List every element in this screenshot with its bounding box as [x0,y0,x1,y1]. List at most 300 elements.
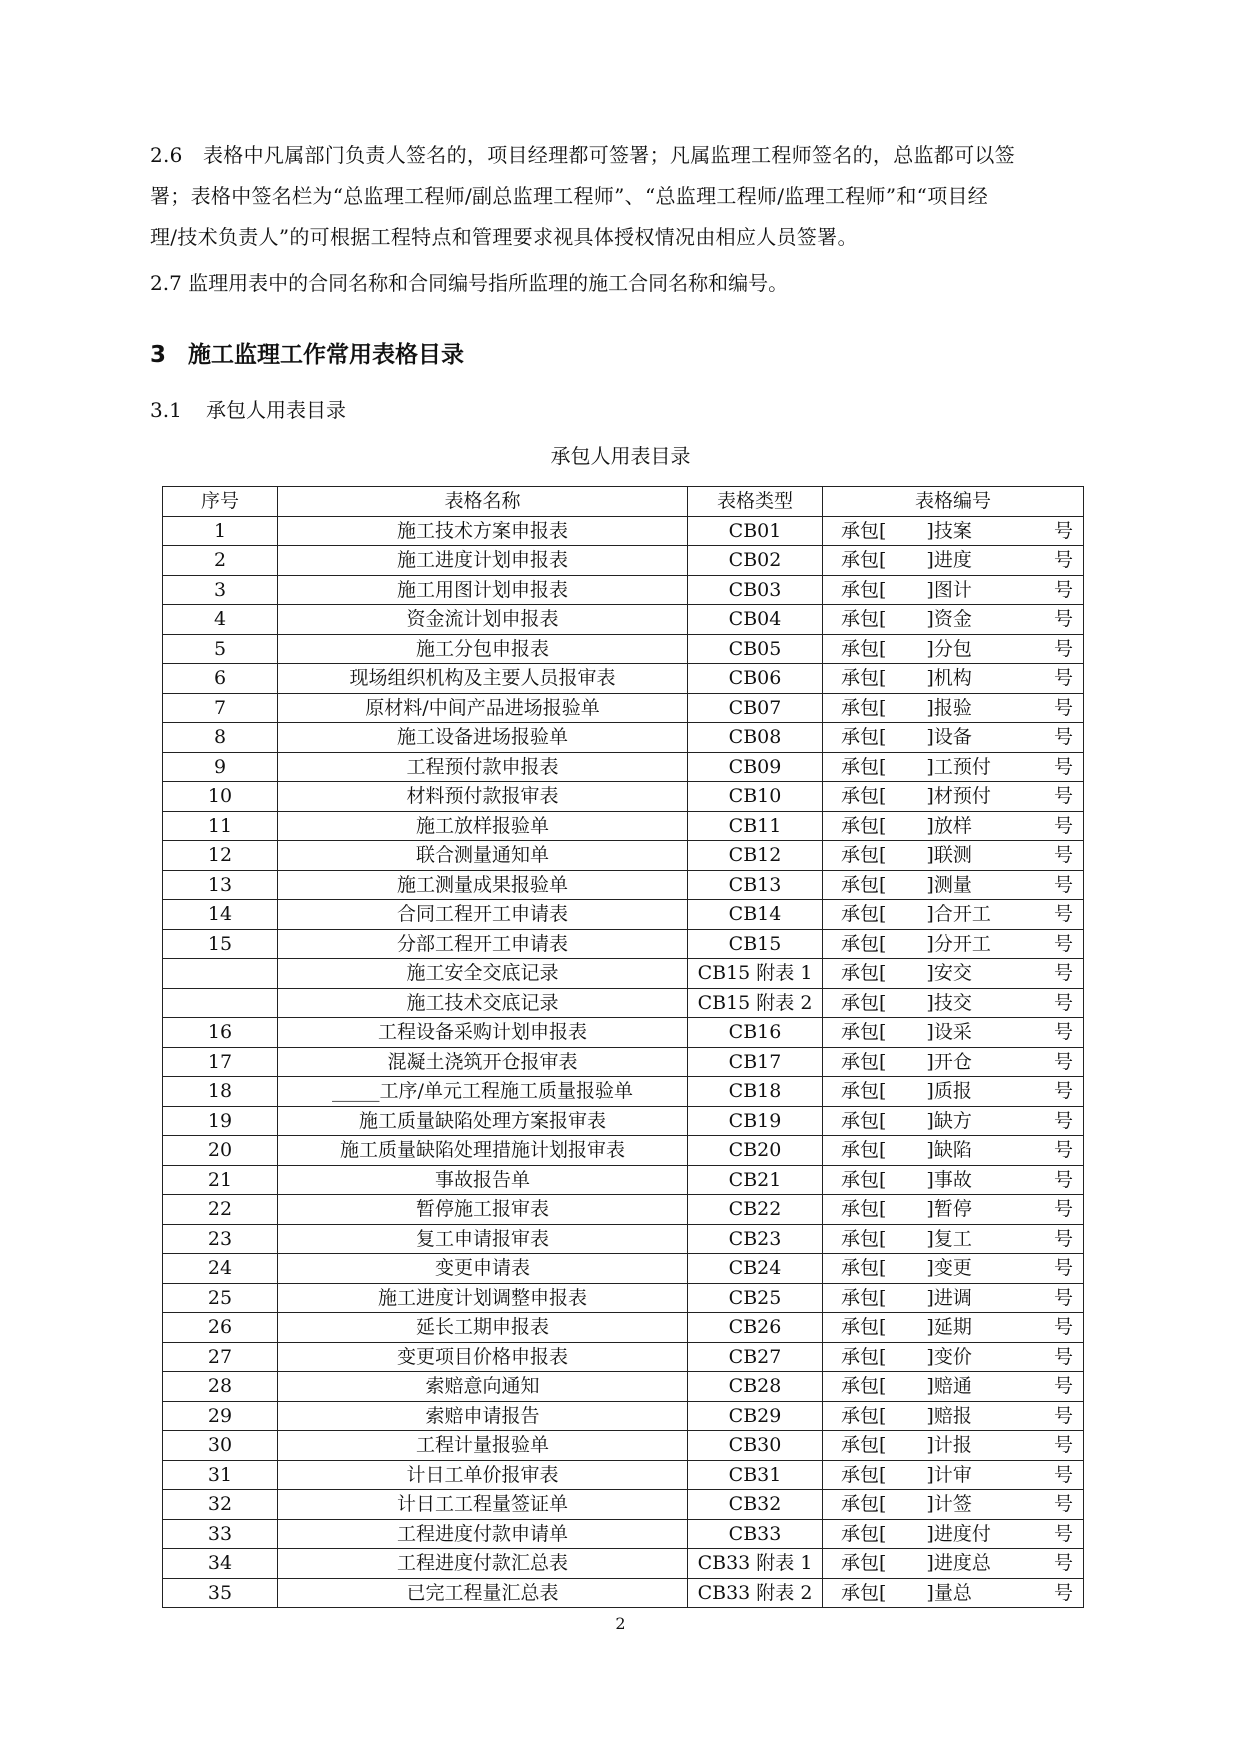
row-number: 4 [163,605,278,635]
code-prefix: 承包[ [841,1198,887,1221]
code-suffix: 号 [1053,1434,1073,1457]
form-code [823,634,1084,664]
row-number: 30 [163,1431,278,1461]
code-abbr: ]分包 [926,637,972,660]
code-suffix: 号 [1053,1375,1073,1398]
form-name: 资金流计划申报表 [278,605,688,635]
table-row [163,634,1084,664]
form-type: CB21 [688,1165,823,1195]
form-code [823,546,1084,576]
form-code [823,1549,1084,1579]
code-suffix: 号 [1053,1198,1073,1221]
paragraph-2-6 [150,135,1092,258]
code-prefix: 承包[ [841,1168,887,1191]
row-number: 8 [163,723,278,753]
form-type: CB15 [688,929,823,959]
code-abbr: ]计报 [926,1434,972,1457]
code-suffix: 号 [1053,1493,1073,1516]
row-number: 28 [163,1372,278,1402]
form-code [823,841,1084,871]
section-number: 3 [150,342,167,368]
form-name: _____工序/单元工程施工质量报验单 [278,1077,688,1107]
form-name: 联合测量通知单 [278,841,688,871]
form-name: 索赔意向通知 [278,1372,688,1402]
code-abbr: ]图计 [926,578,972,601]
table-row [163,900,1084,930]
form-type: CB02 [688,546,823,576]
form-code [823,664,1084,694]
form-type: CB29 [688,1401,823,1431]
form-type: CB15 附表 2 [688,988,823,1018]
form-name: 工程预付款申报表 [278,752,688,782]
form-code [823,1460,1084,1490]
form-type: CB13 [688,870,823,900]
row-number: 32 [163,1490,278,1520]
code-abbr: ]量总 [926,1581,972,1604]
code-abbr: ]赔报 [926,1404,972,1427]
code-suffix: 号 [1053,903,1073,926]
header-name: 表格名称 [278,487,688,517]
code-prefix: 承包[ [841,1316,887,1339]
code-suffix: 号 [1053,962,1073,985]
form-type: CB14 [688,900,823,930]
form-type: CB18 [688,1077,823,1107]
code-abbr: ]进度 [926,549,972,572]
row-number [163,988,278,1018]
form-type: CB24 [688,1254,823,1284]
row-number: 7 [163,693,278,723]
code-suffix: 号 [1053,1257,1073,1280]
code-suffix: 号 [1053,1522,1073,1545]
code-prefix: 承包[ [841,1404,887,1427]
row-number: 3 [163,575,278,605]
code-suffix: 号 [1053,755,1073,778]
form-type: CB33 附表 1 [688,1549,823,1579]
form-code [823,1165,1084,1195]
code-prefix: 承包[ [841,932,887,955]
code-suffix: 号 [1053,814,1073,837]
header-type: 表格类型 [688,487,823,517]
form-code [823,1018,1084,1048]
code-prefix: 承包[ [841,1552,887,1575]
code-suffix: 号 [1053,667,1073,690]
code-abbr: ]报验 [926,696,972,719]
row-number [163,959,278,989]
code-suffix: 号 [1053,1463,1073,1486]
code-suffix: 号 [1053,1316,1073,1339]
table-row [163,723,1084,753]
form-code [823,1578,1084,1608]
row-number: 33 [163,1519,278,1549]
code-abbr: ]设备 [926,726,972,749]
code-suffix: 号 [1053,578,1073,601]
header-no: 序号 [163,487,278,517]
code-prefix: 承包[ [841,1286,887,1309]
form-code [823,1195,1084,1225]
table-row [163,1254,1084,1284]
code-prefix: 承包[ [841,814,887,837]
form-name: 施工放样报验单 [278,811,688,841]
row-number: 12 [163,841,278,871]
code-abbr: ]变价 [926,1345,972,1368]
form-type: CB33 附表 2 [688,1578,823,1608]
code-abbr: ]合开工 [926,903,991,926]
row-number: 14 [163,900,278,930]
table-row [163,841,1084,871]
row-number: 35 [163,1578,278,1608]
table-row [163,1460,1084,1490]
table-row [163,1490,1084,1520]
form-type: CB16 [688,1018,823,1048]
page-number: 2 [615,1614,626,1633]
row-number: 24 [163,1254,278,1284]
row-number: 31 [163,1460,278,1490]
code-prefix: 承包[ [841,549,887,572]
form-name: 施工用图计划申报表 [278,575,688,605]
code-suffix: 号 [1053,549,1073,572]
code-abbr: ]资金 [926,608,972,631]
form-name: 施工技术方案申报表 [278,516,688,546]
form-type: CB11 [688,811,823,841]
code-suffix: 号 [1053,519,1073,542]
code-suffix: 号 [1053,1581,1073,1604]
code-prefix: 承包[ [841,1345,887,1368]
table-row [163,870,1084,900]
code-abbr: ]技案 [926,519,972,542]
header-code [823,487,1084,517]
form-type: CB27 [688,1342,823,1372]
row-number: 22 [163,1195,278,1225]
row-number: 6 [163,664,278,694]
code-suffix: 号 [1053,1021,1073,1044]
form-name: 混凝土浇筑开仓报审表 [278,1047,688,1077]
table-row [163,988,1084,1018]
row-number: 34 [163,1549,278,1579]
code-prefix: 承包[ [841,903,887,926]
code-abbr: ]安交 [926,962,972,985]
form-name: 施工进度计划申报表 [278,546,688,576]
code-abbr: ]暂停 [926,1198,972,1221]
code-prefix: 承包[ [841,726,887,749]
form-name: 索赔申请报告 [278,1401,688,1431]
code-suffix: 号 [1053,1345,1073,1368]
table-row [163,1224,1084,1254]
form-type: CB10 [688,782,823,812]
form-type: CB07 [688,693,823,723]
form-type: CB05 [688,634,823,664]
form-code [823,516,1084,546]
form-name: 施工安全交底记录 [278,959,688,989]
table-row [163,959,1084,989]
header-code-label: 表格编号 [914,490,991,513]
code-abbr: ]缺陷 [926,1139,972,1162]
code-prefix: 承包[ [841,1375,887,1398]
form-type: CB26 [688,1313,823,1343]
row-number: 10 [163,782,278,812]
code-abbr: ]质报 [926,1080,972,1103]
form-type: CB22 [688,1195,823,1225]
form-type: CB33 [688,1519,823,1549]
form-name: 计日工工程量签证单 [278,1490,688,1520]
code-suffix: 号 [1053,637,1073,660]
form-code [823,929,1084,959]
form-name: 工程进度付款汇总表 [278,1549,688,1579]
form-code [823,1313,1084,1343]
form-code [823,605,1084,635]
code-suffix: 号 [1053,1286,1073,1309]
table-row [163,1165,1084,1195]
form-name: 复工申请报审表 [278,1224,688,1254]
form-type: CB17 [688,1047,823,1077]
code-abbr: ]计签 [926,1493,972,1516]
row-number: 13 [163,870,278,900]
form-name: 施工技术交底记录 [278,988,688,1018]
row-number: 9 [163,752,278,782]
code-abbr: ]复工 [926,1227,972,1250]
row-number: 27 [163,1342,278,1372]
form-type: CB28 [688,1372,823,1402]
code-prefix: 承包[ [841,1080,887,1103]
form-name: 工程进度付款申请单 [278,1519,688,1549]
form-name: 合同工程开工申请表 [278,900,688,930]
code-suffix: 号 [1053,1080,1073,1103]
table-row [163,1372,1084,1402]
form-code [823,1106,1084,1136]
form-name: 工程计量报验单 [278,1431,688,1461]
code-prefix: 承包[ [841,844,887,867]
form-name: 原材料/中间产品进场报验单 [278,693,688,723]
table-row [163,1313,1084,1343]
form-code [823,870,1084,900]
row-number: 2 [163,546,278,576]
form-name: 延长工期申报表 [278,1313,688,1343]
form-type: CB32 [688,1490,823,1520]
table-row [163,605,1084,635]
code-suffix: 号 [1053,696,1073,719]
code-prefix: 承包[ [841,1227,887,1250]
form-type: CB04 [688,605,823,635]
row-number: 18 [163,1077,278,1107]
code-prefix: 承包[ [841,873,887,896]
form-name: 施工测量成果报验单 [278,870,688,900]
code-prefix: 承包[ [841,608,887,631]
code-abbr: ]设采 [926,1021,972,1044]
row-number: 16 [163,1018,278,1048]
table-row [163,782,1084,812]
code-prefix: 承包[ [841,667,887,690]
row-number: 15 [163,929,278,959]
form-code [823,693,1084,723]
table-row [163,1283,1084,1313]
code-abbr: ]变更 [926,1257,972,1280]
code-abbr: ]计审 [926,1463,972,1486]
table-row [163,546,1084,576]
code-prefix: 承包[ [841,1139,887,1162]
code-abbr: ]联测 [926,844,972,867]
form-code [823,1342,1084,1372]
form-code [823,1047,1084,1077]
form-name: 施工质量缺陷处理措施计划报审表 [278,1136,688,1166]
form-type: CB01 [688,516,823,546]
row-number: 21 [163,1165,278,1195]
form-name: 施工设备进场报验单 [278,723,688,753]
code-suffix: 号 [1053,1168,1073,1191]
form-type: CB12 [688,841,823,871]
form-code [823,782,1084,812]
code-suffix: 号 [1053,873,1073,896]
code-abbr: ]测量 [926,873,972,896]
code-prefix: 承包[ [841,1522,887,1545]
section-heading [150,336,464,369]
code-suffix: 号 [1053,1139,1073,1162]
form-code [823,811,1084,841]
form-code [823,1431,1084,1461]
subsection-title: 承包人用表目录 [206,398,346,422]
form-name: 计日工单价报审表 [278,1460,688,1490]
form-code [823,959,1084,989]
form-name: 变更项目价格申报表 [278,1342,688,1372]
form-code [823,1254,1084,1284]
form-type: CB15 附表 1 [688,959,823,989]
form-code [823,1519,1084,1549]
table-row [163,1342,1084,1372]
code-prefix: 承包[ [841,785,887,808]
subsection-heading [150,394,346,423]
code-suffix: 号 [1053,1109,1073,1132]
table-row [163,575,1084,605]
form-code [823,1283,1084,1313]
table-row [163,1136,1084,1166]
form-code [823,1077,1084,1107]
form-code [823,1372,1084,1402]
paragraph-line: 理/技术负责人”的可根据工程特点和管理要求视具体授权情况由相应人员签署。 [150,225,858,249]
code-abbr: ]开仓 [926,1050,972,1073]
table-caption: 承包人用表目录 [550,444,691,468]
form-code [823,723,1084,753]
form-type: CB09 [688,752,823,782]
row-number: 29 [163,1401,278,1431]
form-code [823,752,1084,782]
table-row [163,1549,1084,1579]
form-type: CB19 [688,1106,823,1136]
row-number: 1 [163,516,278,546]
subsection-number: 3.1 [150,398,182,422]
form-code [823,1401,1084,1431]
table-row [163,1106,1084,1136]
row-number: 11 [163,811,278,841]
code-suffix: 号 [1053,608,1073,631]
form-code [823,988,1084,1018]
code-suffix: 号 [1053,932,1073,955]
form-name: 分部工程开工申请表 [278,929,688,959]
code-prefix: 承包[ [841,696,887,719]
code-prefix: 承包[ [841,1434,887,1457]
code-abbr: ]材预付 [926,785,991,808]
code-suffix: 号 [1053,991,1073,1014]
code-prefix: 承包[ [841,1581,887,1604]
code-suffix: 号 [1053,785,1073,808]
row-number: 23 [163,1224,278,1254]
code-abbr: ]工预付 [926,755,991,778]
row-number: 20 [163,1136,278,1166]
code-abbr: ]赔通 [926,1375,972,1398]
table-row [163,1431,1084,1461]
paragraph-line: 署；表格中签名栏为“总监理工程师/副总监理工程师”、“总监理工程师/监理工程师”和“项目经 [150,184,989,208]
form-name: 工程设备采购计划申报表 [278,1018,688,1048]
code-prefix: 承包[ [841,1021,887,1044]
table-row [163,1519,1084,1549]
code-prefix: 承包[ [841,519,887,542]
table-row [163,811,1084,841]
code-abbr: ]缺方 [926,1109,972,1132]
row-number: 5 [163,634,278,664]
form-name: 事故报告单 [278,1165,688,1195]
form-name: 材料预付款报审表 [278,782,688,812]
form-type: CB25 [688,1283,823,1313]
form-code [823,1136,1084,1166]
code-abbr: ]分开工 [926,932,991,955]
form-name: 变更申请表 [278,1254,688,1284]
code-prefix: 承包[ [841,1050,887,1073]
form-type: CB31 [688,1460,823,1490]
code-abbr: ]延期 [926,1316,972,1339]
form-code [823,575,1084,605]
row-number: 19 [163,1106,278,1136]
code-prefix: 承包[ [841,1257,887,1280]
table-row [163,1077,1084,1107]
section-title: 施工监理工作常用表格目录 [188,342,464,368]
form-code [823,1490,1084,1520]
code-prefix: 承包[ [841,578,887,601]
form-name: 已完工程量汇总表 [278,1578,688,1608]
table-row [163,1018,1084,1048]
table-row [163,516,1084,546]
code-abbr: ]放样 [926,814,972,837]
code-suffix: 号 [1053,1227,1073,1250]
form-name: 现场组织机构及主要人员报审表 [278,664,688,694]
code-suffix: 号 [1053,726,1073,749]
code-abbr: ]技交 [926,991,972,1014]
form-type: CB06 [688,664,823,694]
table-row [163,693,1084,723]
table-row [163,1401,1084,1431]
code-abbr: ]机构 [926,667,972,690]
code-suffix: 号 [1053,1552,1073,1575]
form-type: CB03 [688,575,823,605]
code-suffix: 号 [1053,1050,1073,1073]
code-prefix: 承包[ [841,1109,887,1132]
form-name: 暂停施工报审表 [278,1195,688,1225]
code-prefix: 承包[ [841,991,887,1014]
code-suffix: 号 [1053,1404,1073,1427]
form-type: CB23 [688,1224,823,1254]
table-row [163,1578,1084,1608]
code-prefix: 承包[ [841,1493,887,1516]
code-suffix: 号 [1053,844,1073,867]
code-prefix: 承包[ [841,1463,887,1486]
code-prefix: 承包[ [841,755,887,778]
table-row [163,1195,1084,1225]
table-row [163,752,1084,782]
code-abbr: ]进度总 [926,1552,991,1575]
form-catalog-table [162,486,1084,1608]
row-number: 25 [163,1283,278,1313]
form-name: 施工质量缺陷处理方案报审表 [278,1106,688,1136]
form-code [823,900,1084,930]
table-header-row [163,487,1084,517]
table-row [163,929,1084,959]
row-number: 17 [163,1047,278,1077]
